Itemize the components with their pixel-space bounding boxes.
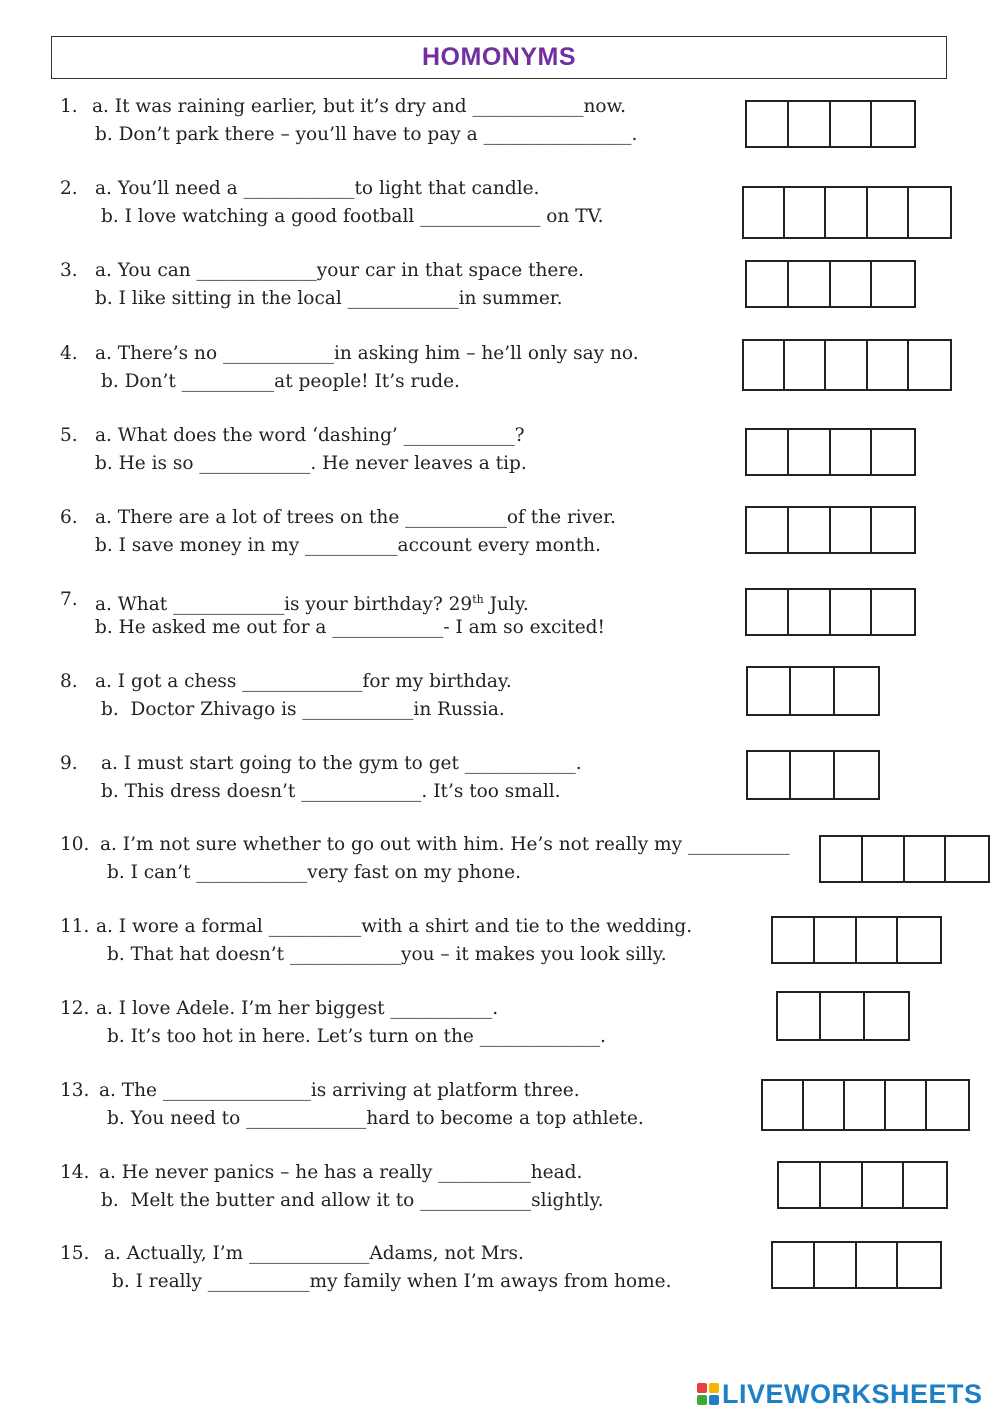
- letter-input[interactable]: [872, 262, 914, 306]
- sentence-b: b. You need to _____________hard to become a top athlete.: [107, 1108, 644, 1129]
- letter-input[interactable]: [909, 188, 950, 237]
- question-number: 14.: [60, 1162, 90, 1183]
- letter-box[interactable]: [744, 188, 785, 237]
- letter-input[interactable]: [831, 508, 871, 552]
- sentence-b: b. It’s too hot in here. Let’s turn on the _____________.: [107, 1026, 606, 1047]
- letter-box[interactable]: [909, 188, 950, 237]
- letter-input[interactable]: [744, 341, 783, 389]
- letter-box[interactable]: [831, 508, 873, 552]
- sentence-b: b. Melt the butter and allow it to ____________slightly.: [101, 1190, 604, 1211]
- letter-input[interactable]: [872, 102, 914, 146]
- answer-boxes-15: [771, 1241, 942, 1289]
- letter-input[interactable]: [747, 430, 787, 474]
- letter-input[interactable]: [763, 1081, 802, 1129]
- answer-boxes-4: [742, 339, 952, 391]
- letter-box[interactable]: [904, 1163, 946, 1207]
- question-number: 10.: [60, 834, 90, 855]
- liveworksheets-logo[interactable]: [697, 1377, 983, 1411]
- letter-input[interactable]: [779, 1163, 819, 1207]
- letter-box[interactable]: [821, 837, 863, 881]
- answer-boxes-13: [761, 1079, 970, 1131]
- letter-input[interactable]: [785, 188, 824, 237]
- letter-box[interactable]: [898, 918, 940, 962]
- letter-input[interactable]: [857, 918, 897, 962]
- sentence-a: a. I love Adele. I’m her biggest ___________.: [96, 998, 499, 1019]
- sentence-a: a. There’s no ____________in asking him – he’ll only say no.: [95, 343, 639, 364]
- letter-box[interactable]: [872, 430, 914, 474]
- letter-box[interactable]: [815, 1243, 857, 1287]
- letter-input[interactable]: [927, 1081, 968, 1129]
- letter-input[interactable]: [789, 102, 829, 146]
- question-number: 6.: [60, 507, 78, 528]
- sentence-b: b. Don’t __________at people! It’s rude.: [101, 371, 460, 392]
- letter-input[interactable]: [946, 837, 988, 881]
- letter-box[interactable]: [815, 918, 857, 962]
- letter-input[interactable]: [785, 341, 824, 389]
- answer-boxes-5: [745, 428, 916, 476]
- sentence-a: a. It was raining earlier, but it’s dry and ____________now.: [92, 96, 627, 117]
- letter-box[interactable]: [831, 590, 873, 634]
- sentence-a: a. You’ll need a ____________to light that candle.: [95, 178, 540, 199]
- answer-boxes-14: [777, 1161, 948, 1209]
- letter-input[interactable]: [747, 102, 787, 146]
- sentence-a: [95, 589, 529, 616]
- worksheet-title: HOMONYMS: [422, 43, 576, 71]
- letter-box[interactable]: [826, 341, 867, 389]
- letter-input[interactable]: [815, 918, 855, 962]
- letter-box[interactable]: [791, 668, 834, 714]
- letter-input[interactable]: [789, 508, 829, 552]
- sentence-a-text: a. What ____________is your birthday? 29: [95, 594, 473, 616]
- letter-box[interactable]: [868, 341, 909, 389]
- letter-input[interactable]: [872, 590, 914, 634]
- letter-input[interactable]: [898, 918, 940, 962]
- answer-boxes-3: [745, 260, 916, 308]
- letter-box[interactable]: [763, 1081, 804, 1129]
- letter-input[interactable]: [863, 837, 903, 881]
- letter-box[interactable]: [845, 1081, 886, 1129]
- sentence-a: a. I wore a formal __________with a shirt and tie to the wedding.: [96, 916, 693, 937]
- letter-box[interactable]: [868, 188, 909, 237]
- letter-input[interactable]: [909, 341, 950, 389]
- letter-box[interactable]: [789, 590, 831, 634]
- letter-box[interactable]: [872, 508, 914, 552]
- letter-box[interactable]: [773, 1243, 815, 1287]
- question-number: 15.: [60, 1243, 90, 1264]
- answer-boxes-6: [745, 506, 916, 554]
- sentence-b: b. This dress doesn’t _____________. It’s too small.: [101, 781, 561, 802]
- letter-box[interactable]: [946, 837, 988, 881]
- letter-box[interactable]: [744, 341, 785, 389]
- letter-box[interactable]: [747, 102, 789, 146]
- letter-input[interactable]: [845, 1081, 884, 1129]
- sentence-b: b. I really ___________my family when I’m aways from home.: [112, 1271, 672, 1292]
- sentence-b: b. He asked me out for a ____________- I am so excited!: [95, 617, 605, 638]
- letter-box[interactable]: [791, 752, 834, 798]
- letter-input[interactable]: [831, 102, 871, 146]
- answer-boxes-8: [746, 666, 880, 716]
- letter-input[interactable]: [747, 590, 787, 634]
- answer-boxes-9: [746, 750, 880, 800]
- letter-input[interactable]: [821, 993, 862, 1039]
- sentence-a: a. You can _____________your car in that space there.: [95, 260, 585, 281]
- letter-box[interactable]: [835, 668, 878, 714]
- letter-input[interactable]: [863, 1163, 903, 1207]
- question-number: 5.: [60, 425, 78, 446]
- sentence-a: a. He never panics – he has a really __________head.: [99, 1162, 583, 1183]
- letter-input[interactable]: [904, 1163, 946, 1207]
- letter-input[interactable]: [831, 430, 871, 474]
- letter-input[interactable]: [898, 1243, 940, 1287]
- letter-input[interactable]: [804, 1081, 843, 1129]
- sentence-a: a. I must start going to the gym to get ____________.: [101, 753, 582, 774]
- letter-input[interactable]: [773, 1243, 813, 1287]
- letter-box[interactable]: [821, 993, 864, 1039]
- sentence-b: b. I love watching a good football _____________ on TV.: [101, 206, 604, 227]
- letter-input[interactable]: [748, 752, 789, 798]
- answer-boxes-11: [771, 916, 942, 964]
- letter-box[interactable]: [872, 590, 914, 634]
- question-number: 8.: [60, 671, 78, 692]
- letter-box[interactable]: [826, 188, 867, 237]
- letter-input[interactable]: [872, 508, 914, 552]
- question-number: 1.: [60, 96, 78, 117]
- logo-square-blue: [709, 1395, 719, 1405]
- sentence-a: a. Actually, I’m _____________Adams, not Mrs.: [104, 1243, 524, 1264]
- question-number: 7.: [60, 589, 78, 610]
- question-number: 2.: [60, 178, 78, 199]
- ordinal-suffix: th: [472, 593, 484, 606]
- letter-input[interactable]: [826, 341, 865, 389]
- letter-input[interactable]: [747, 508, 787, 552]
- sentence-a-text-end: July.: [483, 594, 529, 616]
- question-number: 13.: [60, 1080, 90, 1101]
- letter-box[interactable]: [789, 102, 831, 146]
- sentence-a: a. I’m not sure whether to go out with him. He’s not really my ___________: [100, 834, 790, 855]
- answer-boxes-7: [745, 588, 916, 636]
- letter-input[interactable]: [831, 590, 871, 634]
- sentence-b: b. That hat doesn’t ____________you – it makes you look silly.: [107, 944, 667, 965]
- letter-box[interactable]: [785, 341, 826, 389]
- letter-input[interactable]: [815, 1243, 855, 1287]
- letter-box[interactable]: [865, 993, 908, 1039]
- letter-input[interactable]: [791, 668, 832, 714]
- letter-box[interactable]: [747, 430, 789, 474]
- letter-box[interactable]: [886, 1081, 927, 1129]
- sentence-a: a. I got a chess _____________for my birthday.: [95, 671, 512, 692]
- sentence-b: b. Don’t park there – you’ll have to pay a ________________.: [95, 124, 638, 145]
- sentence-b: b. He is so ____________. He never leaves a tip.: [95, 453, 527, 474]
- letter-box[interactable]: [748, 668, 791, 714]
- question-number: 12.: [60, 998, 90, 1019]
- letter-input[interactable]: [826, 188, 865, 237]
- logo-text: LIVEWORKSHEETS: [722, 1378, 983, 1409]
- letter-input[interactable]: [905, 837, 945, 881]
- letter-input[interactable]: [831, 262, 871, 306]
- letter-box[interactable]: [785, 188, 826, 237]
- question-number: 11.: [60, 916, 90, 937]
- letter-input[interactable]: [821, 837, 861, 881]
- answer-boxes-1: [745, 100, 916, 148]
- question-number: 4.: [60, 343, 78, 364]
- letter-box[interactable]: [831, 102, 873, 146]
- letter-box[interactable]: [773, 918, 815, 962]
- letter-box[interactable]: [831, 430, 873, 474]
- sentence-b: b. I like sitting in the local ____________in summer.: [95, 288, 563, 309]
- letter-input[interactable]: [857, 1243, 897, 1287]
- letter-input[interactable]: [868, 341, 907, 389]
- letter-box[interactable]: [927, 1081, 968, 1129]
- letter-input[interactable]: [886, 1081, 925, 1129]
- letter-box[interactable]: [835, 752, 878, 798]
- sentence-a: a. What does the word ‘dashing’ ____________?: [95, 425, 525, 446]
- question-number: 3.: [60, 260, 78, 281]
- letter-input[interactable]: [865, 993, 908, 1039]
- letter-input[interactable]: [748, 668, 789, 714]
- letter-box[interactable]: [789, 430, 831, 474]
- letter-input[interactable]: [744, 188, 783, 237]
- letter-input[interactable]: [778, 993, 819, 1039]
- letter-input[interactable]: [835, 752, 878, 798]
- letter-input[interactable]: [868, 188, 907, 237]
- question-number: 9.: [60, 753, 78, 774]
- sentence-b: b. Doctor Zhivago is ____________in Russia.: [101, 699, 505, 720]
- letter-box[interactable]: [778, 993, 821, 1039]
- letter-box[interactable]: [804, 1081, 845, 1129]
- letter-box[interactable]: [872, 102, 914, 146]
- letter-box[interactable]: [747, 262, 789, 306]
- letter-box[interactable]: [747, 508, 789, 552]
- letter-box[interactable]: [831, 262, 873, 306]
- letter-box[interactable]: [857, 918, 899, 962]
- sentence-b: b. I can’t ____________very fast on my phone.: [107, 862, 522, 883]
- letter-input[interactable]: [835, 668, 878, 714]
- logo-square-red: [697, 1383, 707, 1393]
- letter-box[interactable]: [821, 1163, 863, 1207]
- answer-boxes-2: [742, 186, 952, 239]
- letter-input[interactable]: [821, 1163, 861, 1207]
- sentence-a: a. The ________________is arriving at platform three.: [99, 1080, 580, 1101]
- letter-box[interactable]: [779, 1163, 821, 1207]
- answer-boxes-10: [819, 835, 990, 883]
- letter-box[interactable]: [898, 1243, 940, 1287]
- letter-box[interactable]: [909, 341, 950, 389]
- title-box: [51, 36, 947, 79]
- letter-box[interactable]: [863, 837, 905, 881]
- answer-boxes-12: [776, 991, 910, 1041]
- letter-box[interactable]: [748, 752, 791, 798]
- logo-square-green: [697, 1395, 707, 1405]
- logo-square-yellow: [709, 1383, 719, 1393]
- letter-box[interactable]: [747, 590, 789, 634]
- letter-input[interactable]: [791, 752, 832, 798]
- letter-input[interactable]: [747, 262, 787, 306]
- letter-box[interactable]: [863, 1163, 905, 1207]
- letter-input[interactable]: [789, 590, 829, 634]
- letter-box[interactable]: [905, 837, 947, 881]
- logo-mark-icon: [697, 1383, 719, 1405]
- letter-box[interactable]: [789, 508, 831, 552]
- letter-box[interactable]: [857, 1243, 899, 1287]
- letter-input[interactable]: [789, 430, 829, 474]
- letter-box[interactable]: [872, 262, 914, 306]
- sentence-b: b. I save money in my __________account every month.: [95, 535, 601, 556]
- letter-box[interactable]: [789, 262, 831, 306]
- letter-input[interactable]: [789, 262, 829, 306]
- sentence-a: a. There are a lot of trees on the ___________of the river.: [95, 507, 616, 528]
- letter-input[interactable]: [773, 918, 813, 962]
- letter-input[interactable]: [872, 430, 914, 474]
